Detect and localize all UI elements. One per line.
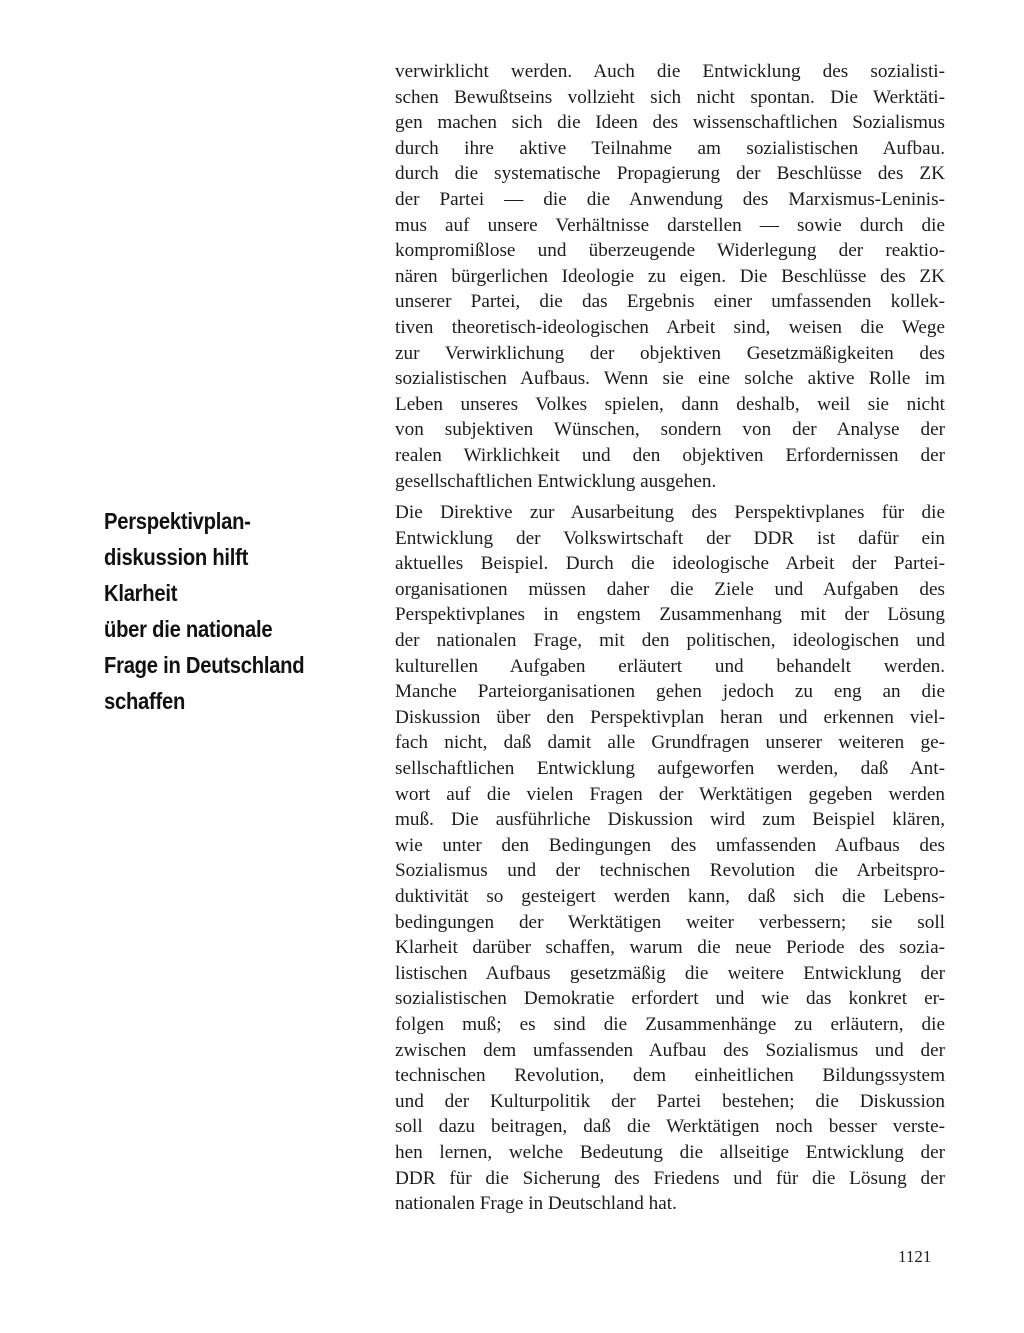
text-line: realen Wirklichkeit und den objektiven Erfordernissen der <box>395 444 945 466</box>
text-line: Leben unseres Volkes spielen, dann deshalb, weil sie nicht <box>395 393 945 415</box>
text-line: sozialistischen Aufbaus. Wenn sie eine solche aktive Rolle im <box>395 368 945 390</box>
text-line: der Partei — die die Anwendung des Marxismus-Leninis- <box>395 188 945 210</box>
margin-heading <box>104 503 366 719</box>
paragraph-2 <box>395 500 945 1217</box>
text-line: muß. Die ausführliche Diskussion wird zum Beispiel klären, <box>395 809 945 831</box>
text-line: Die Direktive zur Ausarbeitung des Perspektivplanes für die <box>395 502 945 524</box>
text-line: Entwicklung der Volkswirtschaft der DDR ist dafür ein <box>395 527 945 549</box>
text-line: tiven theoretisch-ideologischen Arbeit sind, weisen die Wege <box>395 316 945 338</box>
text-line: Manche Parteiorganisationen gehen jedoch zu eng an die <box>395 681 945 703</box>
text-line: kompromißlose und überzeugende Widerlegung der reaktio- <box>395 240 945 262</box>
text-line: nationalen Frage in Deutschland hat. <box>395 1193 677 1215</box>
text-line: zwischen dem umfassenden Aufbau des Sozialismus und der <box>395 1039 945 1061</box>
text-line: wort auf die vielen Fragen der Werktätigen gegeben werden <box>395 783 945 805</box>
text-line: kulturellen Aufgaben erläutert und behandelt werden. <box>395 655 945 677</box>
margin-heading-line: über die nationale <box>104 616 273 642</box>
text-line: durch die systematische Propagierung der Beschlüsse des ZK <box>395 163 945 185</box>
text-line: DDR für die Sicherung des Friedens und für die Lösung der <box>395 1167 945 1189</box>
text-line: Diskussion über den Perspektivplan heran und erkennen viel- <box>395 706 945 728</box>
text-line: Perspektivplanes in engstem Zusammenhang mit der Lösung <box>395 604 945 626</box>
text-line: mus auf unsere Verhältnisse darstellen — sowie durch die <box>395 214 945 236</box>
text-line: schen Bewußtseins vollzieht sich nicht spontan. Die Werktäti- <box>395 86 945 108</box>
text-line: verwirklicht werden. Auch die Entwicklung des sozialisti- <box>395 61 945 82</box>
text-line: technischen Revolution, dem einheitlichen Bildungssystem <box>395 1065 945 1087</box>
paragraph-1 <box>395 59 945 494</box>
text-line: bedingungen der Werktätigen weiter verbessern; sie soll <box>395 911 945 933</box>
page-number: 1121 <box>898 1247 932 1266</box>
text-line: fach nicht, daß damit alle Grundfragen unserer weiteren ge- <box>395 732 945 754</box>
margin-heading-line: Klarheit <box>104 580 178 606</box>
text-line: hen lernen, welche Bedeutung die allseitige Entwicklung der <box>395 1141 945 1163</box>
text-line: sozialistischen Demokratie erfordert und wie das konkret er- <box>395 988 945 1010</box>
text-line: wie unter den Bedingungen des umfassenden Aufbaus des <box>395 834 945 856</box>
text-line: gen machen sich die Ideen des wissenschaftlichen Sozialismus <box>395 112 945 134</box>
text-line: zur Verwirklichung der objektiven Gesetzmäßigkeiten des <box>395 342 945 364</box>
text-line: Sozialismus und der technischen Revolution die Arbeitspro- <box>395 860 945 882</box>
margin-heading-line: diskussion hilft <box>104 544 249 570</box>
text-line: Klarheit darüber schaffen, warum die neue Periode des sozia- <box>395 937 945 959</box>
text-line: soll dazu beitragen, daß die Werktätigen noch besser verste- <box>395 1116 945 1138</box>
text-line: durch ihre aktive Teilnahme am sozialistischen Aufbau. <box>395 137 945 159</box>
text-line: nären bürgerlichen Ideologie zu eigen. Die Beschlüsse des ZK <box>395 265 945 287</box>
text-line: unserer Partei, die das Ergebnis einer umfassenden kollek- <box>395 291 945 313</box>
text-line: aktuelles Beispiel. Durch die ideologische Arbeit der Partei- <box>395 553 945 575</box>
text-line: von subjektiven Wünschen, sondern von der Analyse der <box>395 419 945 441</box>
text-line: duktivität so gesteigert werden kann, daß sich die Lebens- <box>395 886 945 907</box>
text-line: sellschaftlichen Entwicklung aufgeworfen werden, daß Ant- <box>395 758 945 780</box>
margin-heading-line: schaffen <box>104 688 186 714</box>
text-line: und der Kulturpolitik der Partei bestehen; die Diskussion <box>395 1090 945 1112</box>
text-line: gesellschaftlichen Entwicklung ausgehen. <box>395 470 717 492</box>
text-line: der nationalen Frage, mit den politischen, ideologischen und <box>395 630 945 652</box>
text-line: listischen Aufbaus gesetzmäßig die weitere Entwicklung der <box>395 962 945 984</box>
text-line: folgen muß; es sind die Zusammenhänge zu erläutern, die <box>395 1013 945 1035</box>
text-line: organisationen müssen daher die Ziele und Aufgaben des <box>395 578 945 600</box>
margin-heading-line: Frage in Deutschland <box>104 652 305 678</box>
body-text <box>395 59 945 1217</box>
margin-heading-line: Perspektivplan- <box>104 508 251 534</box>
